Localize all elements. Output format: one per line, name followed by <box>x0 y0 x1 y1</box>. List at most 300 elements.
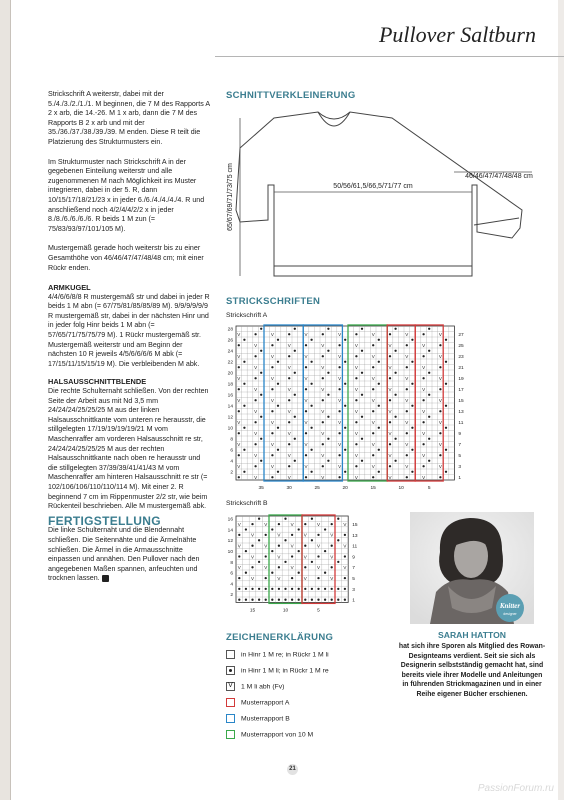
slip-stitch: V <box>338 376 342 382</box>
purl-stitch <box>260 416 262 418</box>
row-number: 19 <box>458 377 464 383</box>
purl-stitch <box>324 572 326 574</box>
purl-stitch <box>298 599 300 601</box>
purl-stitch <box>305 432 307 434</box>
purl-stitch <box>271 572 273 574</box>
purl-stitch <box>245 528 247 530</box>
purl-stitch <box>344 588 346 590</box>
purl-stitch <box>327 350 329 352</box>
purl-stitch <box>294 328 296 330</box>
purl-stitch <box>337 588 339 590</box>
purl-stitch <box>243 471 245 473</box>
purl-stitch <box>439 432 441 434</box>
purl-stitch <box>445 339 447 341</box>
slip-stitch: V <box>287 475 291 481</box>
purl-stitch <box>304 566 306 568</box>
slip-stitch: V <box>316 543 321 549</box>
purl-stitch <box>389 443 391 445</box>
purl-stitch <box>298 528 300 530</box>
purl-stitch <box>338 410 340 412</box>
purl-stitch <box>305 410 307 412</box>
purl-stitch <box>284 539 286 541</box>
slip-stitch: V <box>405 398 409 404</box>
purl-stitch <box>337 599 339 601</box>
purl-stitch <box>304 599 306 601</box>
fertigstellung-heading: FERTIGSTELLUNG <box>48 513 161 528</box>
designer-bio: hat sich ihre Sporen als Mitglied des Rowan-Designteams verdient. Seit sie sich als Designerin selbstständig gemacht hat, sind bereits viele ihrer Modelle und Anleitungen in führenden Strickmagazinen und in einer Reihe eigener Bücher erschienen. <box>398 643 546 698</box>
purl-stitch <box>344 599 346 601</box>
slip-stitch: V <box>330 575 334 581</box>
slip-stitch: V <box>287 431 291 437</box>
slip-stitch: V <box>422 365 426 371</box>
purl-stitch <box>394 416 396 418</box>
slip-stitch: V <box>237 543 241 549</box>
row-number: 1 <box>458 476 462 482</box>
legend-heading: ZEICHENERKLÄRUNG <box>226 632 334 643</box>
purl-stitch <box>389 465 391 467</box>
slip-stitch: V <box>388 409 392 415</box>
purl-stitch <box>271 388 273 390</box>
column-number: 15 <box>370 486 376 491</box>
slip-stitch: V <box>354 409 358 415</box>
purl-stitch <box>294 460 296 462</box>
knitting-chart-a <box>222 322 482 498</box>
purl-stitch <box>406 344 408 346</box>
slip-stitch: V <box>338 442 342 448</box>
purl-stitch <box>305 388 307 390</box>
slip-stitch: V <box>354 365 358 371</box>
purl-stitch <box>254 355 256 357</box>
row-number: 9 <box>352 555 355 561</box>
column-number: 30 <box>286 486 292 491</box>
purl-stitch <box>355 399 357 401</box>
purl-stitch <box>271 432 273 434</box>
purl-stitch <box>428 438 430 440</box>
watermark: PassionForum.ru <box>477 783 554 794</box>
purl-stitch <box>344 534 346 536</box>
row-number: 11 <box>352 544 358 550</box>
slip-stitch: V <box>330 554 334 560</box>
slip-stitch: V <box>254 475 258 481</box>
legend-item-slip: V 1 M li abh (Fv) <box>226 682 284 692</box>
slip-stitch: V <box>287 387 291 393</box>
row-number: 5 <box>352 576 355 582</box>
slip-stitch: V <box>270 398 274 404</box>
purl-stitch <box>324 588 326 590</box>
slip-stitch: V <box>277 554 281 560</box>
purl-stitch <box>310 361 312 363</box>
slip-stitch: V <box>405 354 409 360</box>
purl-stitch <box>445 361 447 363</box>
slip-stitch: V <box>316 521 321 527</box>
purl-stitch <box>378 383 380 385</box>
purl-stitch <box>355 465 357 467</box>
armkugel-heading: ARMKUGEL <box>48 283 91 293</box>
purl-stitch <box>445 383 447 385</box>
purl-stitch <box>260 372 262 374</box>
column-number: 35 <box>258 486 264 491</box>
purl-stitch <box>389 333 391 335</box>
slip-stitch: V <box>343 565 347 571</box>
row-number: 28 <box>227 327 233 333</box>
purl-stitch <box>406 366 408 368</box>
purl-stitch <box>344 405 346 407</box>
purl-stitch <box>411 361 413 363</box>
purl-stitch <box>344 339 346 341</box>
left-column <box>48 90 210 584</box>
slip-stitch: V <box>254 365 258 371</box>
purl-stitch <box>445 471 447 473</box>
purl-stitch <box>372 476 374 478</box>
row-number: 13 <box>458 410 464 416</box>
slip-stitch: V <box>422 343 426 349</box>
row-number: 8 <box>230 560 233 566</box>
row-number: 7 <box>458 443 462 449</box>
legend-item-rapport-b: Musterrapport B <box>226 714 290 724</box>
purl-stitch <box>439 366 441 368</box>
purl-stitch <box>331 599 333 601</box>
purl-stitch <box>311 561 313 563</box>
purl-stitch <box>338 344 340 346</box>
purl-stitch <box>254 443 256 445</box>
purl-stitch <box>355 377 357 379</box>
purl-stitch <box>271 476 273 478</box>
purl-stitch <box>238 344 240 346</box>
slip-stitch: V <box>304 398 308 404</box>
purl-stitch <box>428 394 430 396</box>
slip-stitch: V <box>405 420 409 426</box>
purl-stitch <box>439 454 441 456</box>
purl-stitch <box>331 566 333 568</box>
slip-stitch: V <box>304 442 308 448</box>
designer-name: SARAH HATTON <box>438 630 506 640</box>
purl-stitch <box>294 438 296 440</box>
slip-stitch: V <box>388 453 392 459</box>
row-number: 1 <box>352 598 355 604</box>
slip-stitch: V <box>321 365 325 371</box>
slip-stitch: V <box>237 521 241 527</box>
slip-stitch: V <box>354 431 358 437</box>
purl-stitch <box>277 339 279 341</box>
instructions-paragraph-2: Im Strukturmuster nach Strickschrift A in der gegebenen Einteilung weiterstr und alle zugenommenen M nach Möglichkeit ins Muster integrieren, dabei in der 5. R, dann 10/15/17/18/21/23 x in jeder 6./6./4./4./4./4. R und anschließend noch 4/2/4/4/2/2 x in jeder 8./8./6./6./6./6. R beids 1 M zun (= 75/83/93/97/101/105 M). <box>48 157 205 233</box>
purl-stitch <box>278 588 280 590</box>
slip-stitch: V <box>270 464 274 470</box>
slip-stitch: V <box>371 332 375 338</box>
purl-stitch <box>324 599 326 601</box>
purl-stitch <box>243 339 245 341</box>
purl-stitch <box>304 523 306 525</box>
purl-stitch <box>288 443 290 445</box>
slip-stitch: V <box>438 442 442 448</box>
purl-stitch <box>291 555 293 557</box>
page-title: Pullover Saltburn <box>378 22 536 47</box>
purl-stitch <box>258 561 260 563</box>
purl-stitch <box>372 432 374 434</box>
purl-stitch <box>291 534 293 536</box>
purl-stitch <box>265 588 267 590</box>
row-number: 13 <box>352 533 358 539</box>
slip-stitch: V <box>250 575 255 581</box>
purl-stitch <box>310 427 312 429</box>
svg-text:Knitter: Knitter <box>499 602 521 610</box>
purl-stitch <box>298 550 300 552</box>
purl-stitch <box>406 476 408 478</box>
purl-stitch <box>238 454 240 456</box>
purl-stitch <box>361 394 363 396</box>
purl-stitch <box>331 545 333 547</box>
row-number: 4 <box>230 459 233 465</box>
slip-stitch: V <box>405 376 409 382</box>
purl-stitch <box>411 339 413 341</box>
purl-stitch <box>260 328 262 330</box>
slip-stitch: V <box>371 420 375 426</box>
purl-stitch <box>288 355 290 357</box>
purl-stitch <box>337 539 339 541</box>
purl-stitch <box>322 399 324 401</box>
column-number: 20 <box>342 486 348 491</box>
purl-stitch <box>245 572 247 574</box>
purl-stitch <box>277 427 279 429</box>
slip-stitch: V <box>354 343 358 349</box>
slip-stitch: V <box>321 453 325 459</box>
slip-stitch: V <box>316 565 321 571</box>
slip-stitch: V <box>254 453 258 459</box>
column-number: 5 <box>317 608 320 614</box>
purl-stitch <box>422 399 424 401</box>
purl-stitch <box>258 539 260 541</box>
purl-stitch <box>284 561 286 563</box>
purl-stitch <box>278 566 280 568</box>
purl-stitch <box>271 366 273 368</box>
purl-stitch <box>251 599 253 601</box>
purl-stitch <box>344 361 346 363</box>
row-number: 6 <box>230 448 233 454</box>
purl-stitch <box>322 355 324 357</box>
purl-stitch <box>311 599 313 601</box>
purl-stitch <box>245 550 247 552</box>
purl-stitch <box>338 388 340 390</box>
purl-stitch <box>288 465 290 467</box>
row-number: 14 <box>227 528 233 534</box>
purl-stitch <box>428 460 430 462</box>
slip-stitch: V <box>250 532 255 538</box>
purl-stitch <box>317 555 319 557</box>
purl-stitch <box>243 449 245 451</box>
legend-item-knit: in Hinr 1 M re; in Rückr 1 M li <box>226 650 329 660</box>
purl-stitch <box>310 339 312 341</box>
slip-stitch: V <box>371 354 375 360</box>
legend-item-purl: in Hinr 1 M li; in Rückr 1 M re <box>226 666 329 676</box>
purl-stitch <box>243 361 245 363</box>
purl-stitch <box>271 588 273 590</box>
purl-stitch <box>422 377 424 379</box>
slip-stitch: V <box>264 521 268 527</box>
purl-stitch <box>428 328 430 330</box>
purl-stitch <box>291 588 293 590</box>
slip-stitch: V <box>422 475 426 481</box>
slip-stitch: V <box>304 376 308 382</box>
row-number: 24 <box>227 349 233 355</box>
row-number: 25 <box>458 344 464 350</box>
purl-stitch <box>238 432 240 434</box>
purl-stitch <box>284 599 286 601</box>
slip-stitch: V <box>338 354 342 360</box>
purl-stitch <box>406 410 408 412</box>
purl-stitch <box>305 344 307 346</box>
purl-stitch <box>394 350 396 352</box>
purl-stitch <box>265 555 267 557</box>
purl-stitch <box>305 454 307 456</box>
purl-stitch <box>317 588 319 590</box>
slip-stitch: V <box>343 521 347 527</box>
sidebar-divider <box>10 0 11 800</box>
purl-stitch <box>439 344 441 346</box>
purl-stitch <box>322 333 324 335</box>
slip-stitch: V <box>250 554 255 560</box>
purl-stitch <box>322 421 324 423</box>
slip-stitch: V <box>254 343 258 349</box>
purl-stitch <box>361 438 363 440</box>
purl-stitch <box>372 410 374 412</box>
slip-stitch: V <box>237 332 241 338</box>
slip-stitch: V <box>354 387 358 393</box>
purl-stitch <box>322 443 324 445</box>
purl-stitch <box>406 388 408 390</box>
slip-stitch: V <box>388 475 392 481</box>
slip-stitch: V <box>264 565 268 571</box>
purl-stitch <box>260 394 262 396</box>
purl-stitch <box>278 545 280 547</box>
purl-stitch <box>344 449 346 451</box>
instructions-paragraph-3: Mustergemäß gerade hoch weiterstr bis zu einer Gesamthöhe von 46/46/47/47/48/48 cm; mit einer Rückr enden. <box>48 244 204 272</box>
slip-stitch: V <box>270 332 274 338</box>
slip-stitch: V <box>287 453 291 459</box>
row-number: 14 <box>227 404 233 410</box>
purl-stitch <box>310 449 312 451</box>
slip-stitch: V <box>405 442 409 448</box>
slip-stitch: V <box>304 464 308 470</box>
slip-stitch: V <box>270 376 274 382</box>
purl-stitch <box>372 454 374 456</box>
sweater-outline <box>236 112 522 276</box>
purl-stitch <box>372 388 374 390</box>
slip-stitch: V <box>371 464 375 470</box>
purl-stitch <box>361 416 363 418</box>
row-number: 17 <box>458 388 464 394</box>
purl-stitch <box>428 350 430 352</box>
purl-stitch <box>439 476 441 478</box>
purl-stitch <box>277 471 279 473</box>
purl-stitch <box>245 599 247 601</box>
armkugel-text: 4/4/6/6/8/8 R mustergemäß str und dabei in jeder R beids 1 M abn (= 67/75/81/85/85/89 M). 9/9/9/9/9/9 R mustergemäß str, dabei in der nächsten Hinr und in jeder folg Hinr beids 1 M abn (= 57/65/71/75/75/79 M). 1 Rückr mustergemäß str. Mustergemäß weiterstr und am Beginn der nächsten 10 R jeweils 4/5/6/6/6/6 M abk (= 17/15/11/15/15/19 M). Die verbleibenden M abk. <box>48 292 210 368</box>
purl-stitch <box>277 383 279 385</box>
purl-stitch <box>288 421 290 423</box>
purl-stitch <box>277 361 279 363</box>
slip-stitch: V <box>422 409 426 415</box>
slip-stitch: V <box>254 387 258 393</box>
row-number: 2 <box>230 470 233 476</box>
purl-stitch <box>251 588 253 590</box>
row-number: 7 <box>352 566 355 572</box>
purl-stitch <box>394 372 396 374</box>
purl-stitch <box>254 377 256 379</box>
row-number: 21 <box>458 366 464 372</box>
purl-stitch <box>294 350 296 352</box>
row-number: 5 <box>458 454 462 460</box>
row-number: 4 <box>230 582 233 588</box>
knit-symbol-icon <box>226 650 235 659</box>
chart-a-label: Strickschrift A <box>226 312 268 319</box>
slip-stitch: V <box>270 420 274 426</box>
purl-stitch <box>288 377 290 379</box>
slip-stitch: V <box>388 387 392 393</box>
purl-stitch <box>238 588 240 590</box>
purl-stitch <box>277 405 279 407</box>
purl-stitch <box>260 438 262 440</box>
width-label: 50/56/61,5/66,5/71/77 cm <box>333 183 413 190</box>
slip-stitch: V <box>237 464 241 470</box>
slip-stitch: V <box>422 387 426 393</box>
slip-stitch: V <box>338 464 342 470</box>
purl-stitch <box>304 588 306 590</box>
purl-stitch <box>428 416 430 418</box>
row-number: 18 <box>227 382 233 388</box>
purl-stitch <box>378 449 380 451</box>
purl-stitch <box>331 523 333 525</box>
purl-stitch <box>258 599 260 601</box>
row-number: 15 <box>458 399 464 405</box>
purl-stitch <box>344 555 346 557</box>
slip-stitch: V <box>438 398 442 404</box>
purl-stitch <box>338 432 340 434</box>
slip-stitch: V <box>330 532 334 538</box>
purl-stitch <box>411 471 413 473</box>
purl-stitch <box>238 388 240 390</box>
slip-stitch: V <box>304 420 308 426</box>
slip-stitch: V <box>354 453 358 459</box>
purl-stitch <box>291 577 293 579</box>
slip-stitch: V <box>388 343 392 349</box>
legend-item-rapport-10: Musterrapport von 10 M <box>226 730 313 740</box>
schnitt-heading: SCHNITTVERKLEINERUNG <box>226 90 356 101</box>
purl-stitch <box>327 460 329 462</box>
purl-stitch <box>284 588 286 590</box>
purl-stitch <box>254 465 256 467</box>
purl-stitch <box>298 588 300 590</box>
purl-stitch <box>324 528 326 530</box>
purl-stitch <box>411 427 413 429</box>
purl-stitch <box>322 465 324 467</box>
purl-stitch <box>305 476 307 478</box>
slip-stitch: V <box>422 453 426 459</box>
purl-stitch <box>327 438 329 440</box>
slip-stitch: V <box>321 431 325 437</box>
slip-stitch: V <box>290 543 294 549</box>
purl-stitch <box>372 344 374 346</box>
slip-stitch: V <box>388 365 392 371</box>
slip-stitch: V <box>287 343 291 349</box>
purl-stitch <box>305 366 307 368</box>
purl-stitch <box>337 561 339 563</box>
slip-stitch: V <box>321 343 325 349</box>
purl-stitch <box>311 539 313 541</box>
slip-stitch: V <box>343 543 347 549</box>
purl-stitch <box>411 405 413 407</box>
row-number: 3 <box>458 465 462 471</box>
purl-stitch <box>298 572 300 574</box>
purl-stitch <box>355 421 357 423</box>
slip-stitch: V <box>405 332 409 338</box>
